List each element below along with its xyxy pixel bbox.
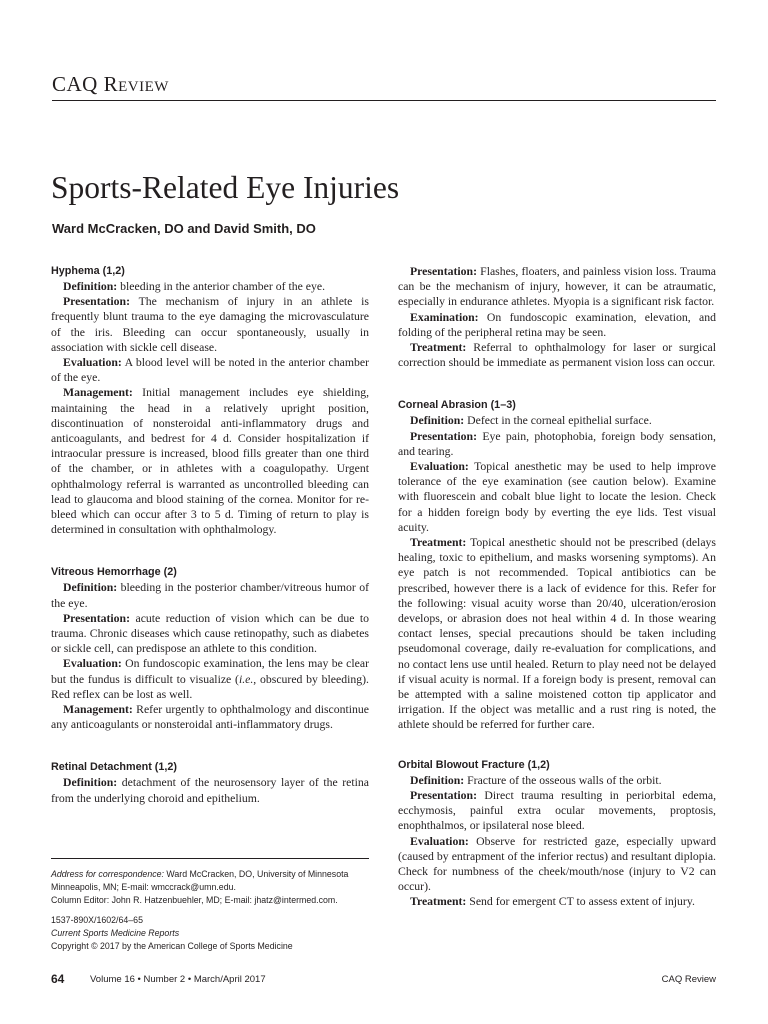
journal-name: Current Sports Medicine Reports xyxy=(51,928,180,939)
paragraph: Presentation: The mechanism of injury in an athlete is frequently blunt trauma to the eye damaging the microvasculature of the iris. Bleeding can occur spontaneously, usually in association with sickle cell disease. xyxy=(51,295,369,354)
copyright: Copyright © 2017 by the American College of Sports Medicine xyxy=(51,940,293,951)
footer-section-label: CAQ Review xyxy=(661,974,716,985)
paragraph: Definition: bleeding in the posterior chamber/vitreous humor of the eye. xyxy=(51,581,369,610)
heading-orbital-blowout-fracture: Orbital Blowout Fracture (1,2) xyxy=(398,758,550,771)
paragraph: Treatment: Referral to ophthalmology for laser or surgical correction should be immediate as permanent vision loss can occur. xyxy=(398,341,716,370)
paragraph: Definition: detachment of the neurosensory layer of the retina from the underlying choroid and epithelium. xyxy=(51,776,369,805)
section-label: CAQ Review xyxy=(52,72,169,96)
paragraph: Evaluation: Observe for restricted gaze, especially upward (caused by entrapment of the inferior rectus) and resultant diplopia. Check for numbness of the cheek/mouth/nose (injury to V2 can occur). xyxy=(398,834,717,894)
paragraph: Definition: Fracture of the osseous walls of the orbit. xyxy=(410,773,662,787)
authors: Ward McCracken, DO and David Smith, DO xyxy=(52,221,316,236)
paragraph: Evaluation: A blood level will be noted in the anterior chamber of the eye. xyxy=(51,356,370,385)
paragraph: Treatment: Send for emergent CT to assess extent of injury. xyxy=(410,895,695,909)
paragraph: Management: Initial management includes eye shielding, maintaining the head in a relatively upright position, discontinuation of nonsteroidal anti-inflammatory drugs and anticoagulants, and bedrest for 4 d. Consider hospitalization if intraocular pressure is increased, blood fills greater than one third of the chamber, or in athletes with a coagulopathy. Urgent ophthalmology referral is warranted as uncontrolled bleeding can lead to glaucoma and blood staining of the cornea. Monitor for re-bleed which can occur after 3 to 5 d. Timing of return to play is determined in consultation with ophthalmology. xyxy=(51,386,370,537)
correspondence: Address for correspondence: Ward McCracken, DO, University of Minnesota Minneapolis, MN; E-mail: wmccrack@umn.edu. xyxy=(51,869,349,892)
paragraph: Treatment: Topical anesthetic should not be prescribed (delays healing, toxic to epithelium, and masks worsening symptoms). An eye patch is not recommended. Topical antibiotics can be prescribed, however there is a lack of evidence for this. Refer for the following: visual acuity worse than 20/40, ulceration/erosion develops, or abrasion does not heal within 4 d. In those wearing contact lenses, special precautions should be taken including pseudomonal coverage, daily re-evaluation for complications, and no contact lens use until healed. Return to play need not be delayed if visual acuity is normal. If a foreign body is present, removal can be attempted with a saline moistened cotton tip applicator and irrigation. If the object was metallic and a rust ring is noted, the athlete should be referred for further care. xyxy=(398,536,716,732)
paragraph: Examination: On fundoscopic examination, elevation, and folding of the peripheral retina may be seen. xyxy=(398,310,717,339)
paragraph: Definition: Defect in the corneal epithelial surface. xyxy=(410,414,652,428)
left-column xyxy=(51,264,369,806)
paragraph: Presentation: Direct trauma resulting in periorbital edema, ecchymosis, painful extra ocular movements, proptosis, enophthalmos, or ipsilateral nose bleed. xyxy=(398,788,717,833)
paragraph: Presentation: Flashes, floaters, and painless vision loss. Trauma can be the mechanism of injury, however, it can be atraumatic, especially in endurance athletes. Myopia is a significant risk factor. xyxy=(398,265,716,309)
heading-hyphema: Hyphema (1,2) xyxy=(51,265,125,277)
paragraph: Definition: bleeding in the anterior chamber of the eye. xyxy=(63,280,326,293)
right-column xyxy=(398,264,716,910)
issue-info: Volume 16 • Number 2 • March/April 2017 xyxy=(90,974,266,985)
header-rule xyxy=(52,100,716,101)
paragraph: Management: Refer urgently to ophthalmology and discontinue any anticoagulants or nonsteroidal anti-inflammatory drugs. xyxy=(51,703,369,732)
paragraph: Presentation: acute reduction of vision which can be due to trauma. Chronic diseases which cause retinopathy, such as diabetes or sickle cell, can predispose an athlete to this condition. xyxy=(51,611,370,656)
paragraph: Evaluation: Topical anesthetic may be used to help improve tolerance of the eye examination (see caution below). Examine with fluorescein and cobalt blue light to locate the lesion. Check for a hidden foreign body by everting the eye lids. Test visual acuity. xyxy=(398,460,716,534)
heading-retinal-detachment: Retinal Detachment (1,2) xyxy=(51,761,177,774)
article-title: Sports-Related Eye Injuries xyxy=(51,170,400,205)
heading-vitreous-hemorrhage: Vitreous Hemorrhage (2) xyxy=(51,566,177,579)
page-number: 64 xyxy=(51,972,65,986)
article-code: 1537-890X/1602/64–65 xyxy=(51,915,143,926)
paragraph: Evaluation: On fundoscopic examination, the lens may be clear but the fundus is difficult to visualize (i.e., obscured by bleeding). Red reflex can be lost as well. xyxy=(51,657,369,701)
footnote xyxy=(51,858,369,953)
heading-corneal-abrasion: Corneal Abrasion (1–3) xyxy=(398,399,516,412)
paragraph: Presentation: Eye pain, photophobia, foreign body sensation, and tearing. xyxy=(398,429,716,458)
column-editor: Column Editor: John R. Hatzenbuehler, MD; E-mail: jhatz@intermed.com. xyxy=(51,894,338,905)
